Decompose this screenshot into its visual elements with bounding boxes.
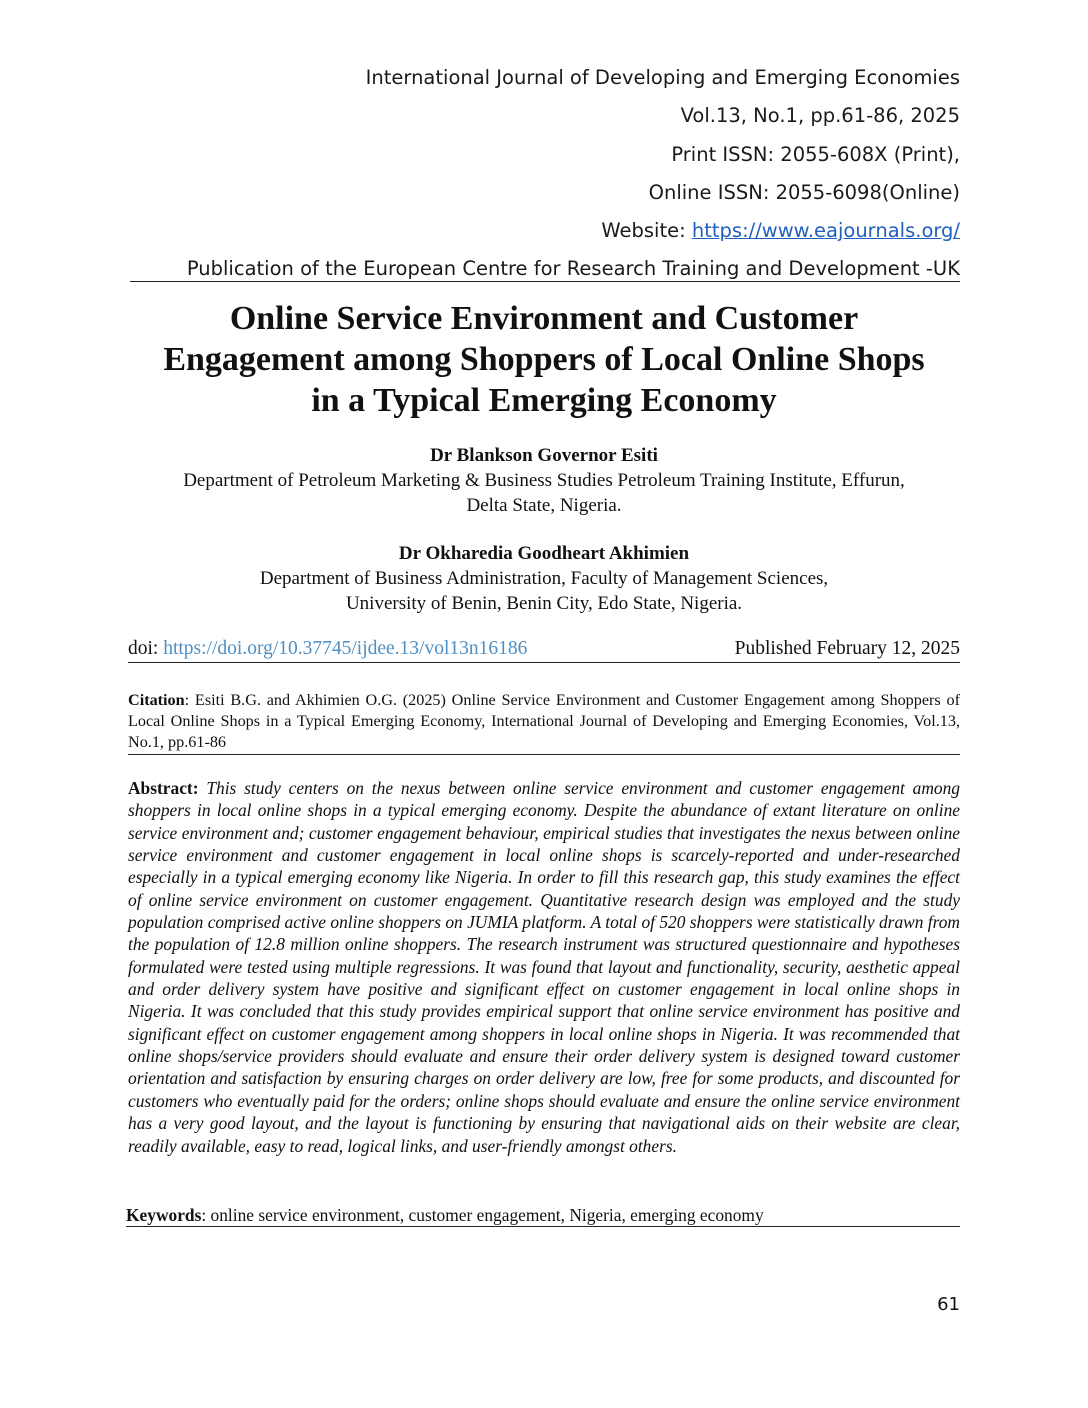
title-line: in a Typical Emerging Economy xyxy=(311,382,777,419)
doi-group xyxy=(128,638,527,660)
doi-link[interactable]: https://doi.org/10.37745/ijdee.13/vol13n16186 xyxy=(163,638,528,659)
doi-label: doi: xyxy=(128,638,164,659)
print-issn: Print ISSN: 2055-608X (Print), xyxy=(671,143,960,166)
keywords xyxy=(126,1204,960,1227)
keywords-label: Keywords xyxy=(126,1205,202,1225)
author-block xyxy=(128,541,960,616)
citation-label: Citation xyxy=(128,691,185,709)
title-line: Online Service Environment and Customer xyxy=(229,300,859,337)
citation-text: : Esiti B.G. and Akhimien O.G. (2025) Online Service Environment and Customer Engagement among Shoppers of Local Online Shops in a Typical Emerging Economy, International Journal of Developing and Emerging Economies, Vol.13, No.1, pp.61-86 xyxy=(128,691,960,751)
journal-name: International Journal of Developing and Emerging Economies xyxy=(365,66,960,89)
author-name: Dr Blankson Governor Esiti xyxy=(430,445,658,466)
website-link[interactable]: https://www.eajournals.org/ xyxy=(691,219,960,242)
author-block xyxy=(128,443,960,518)
author-affiliation: Department of Business Administration, Faculty of Management Sciences, xyxy=(259,568,829,589)
abstract-text: This study centers on the nexus between online service environment and customer engagement among shoppers in local online shops in a typical emerging economy. Despite the abundance of extant literature on online service environment and; customer engagement behaviour, empirical studies that investigates the nexus between online service environment and customer engagement in local online shops is scarcely-reported and under-researched especially in a typical emerging economy like Nigeria. In order to fill this research gap, this study examines the effect of online service environment on customer engagement. Quantitative research design was employed and the study population comprised active online shoppers on JUMIA platform. A total of 520 shoppers were statistically drawn from the population of 12.8 million online shoppers. The research instrument was structured questionnaire and hypotheses formulated were tested using multiple regressions. It was found that layout and functionality, security, aesthetic appeal and order delivery system have positive and significant effect on customer engagement in local online shops in Nigeria. It was concluded that this study provides empirical support that online service environment has positive and significant effect on customer engagement among shoppers in local online shops in Nigeria. It was recommended that online shops/service providers should evaluate and ensure their order delivery system is designed toward customer orientation and satisfaction by ensuring charges on order delivery are low, free for some products, and discounted for customers who eventually paid for the orders; online shops should evaluate and ensure the online service environment has a very good layout, and the layout is functioning by ensuring that navigational aids on their website are clear, readily available, easy to read, logical links, and user-friendly amongst others. xyxy=(128,778,960,1156)
author-affiliation: Delta State, Nigeria. xyxy=(466,495,622,516)
author-affiliation: University of Benin, Benin City, Edo State, Nigeria. xyxy=(345,593,743,614)
abstract xyxy=(128,777,960,1157)
website-line xyxy=(130,219,960,242)
volume-info: Vol.13, No.1, pp.61-86, 2025 xyxy=(680,104,960,127)
author-name: Dr Okharedia Goodheart Akhimien xyxy=(398,543,690,564)
citation xyxy=(128,690,960,755)
abstract-label: Abstract: xyxy=(128,778,199,798)
online-issn: Online ISSN: 2055-6098(Online) xyxy=(648,181,960,204)
page-number: 61 xyxy=(937,1294,960,1315)
title-line: Engagement among Shoppers of Local Online Shops xyxy=(163,341,925,378)
website-label: Website: xyxy=(601,219,692,242)
keywords-text: : online service environment, customer engagement, Nigeria, emerging economy xyxy=(201,1205,764,1225)
paper-title xyxy=(120,298,968,421)
author-affiliation: Department of Petroleum Marketing & Business Studies Petroleum Training Institute, Effurun, xyxy=(183,470,905,491)
publisher-line: Publication of the European Centre for Research Training and Development -UK xyxy=(130,257,960,282)
doi-line xyxy=(128,638,960,663)
published-date: Published February 12, 2025 xyxy=(734,638,960,659)
